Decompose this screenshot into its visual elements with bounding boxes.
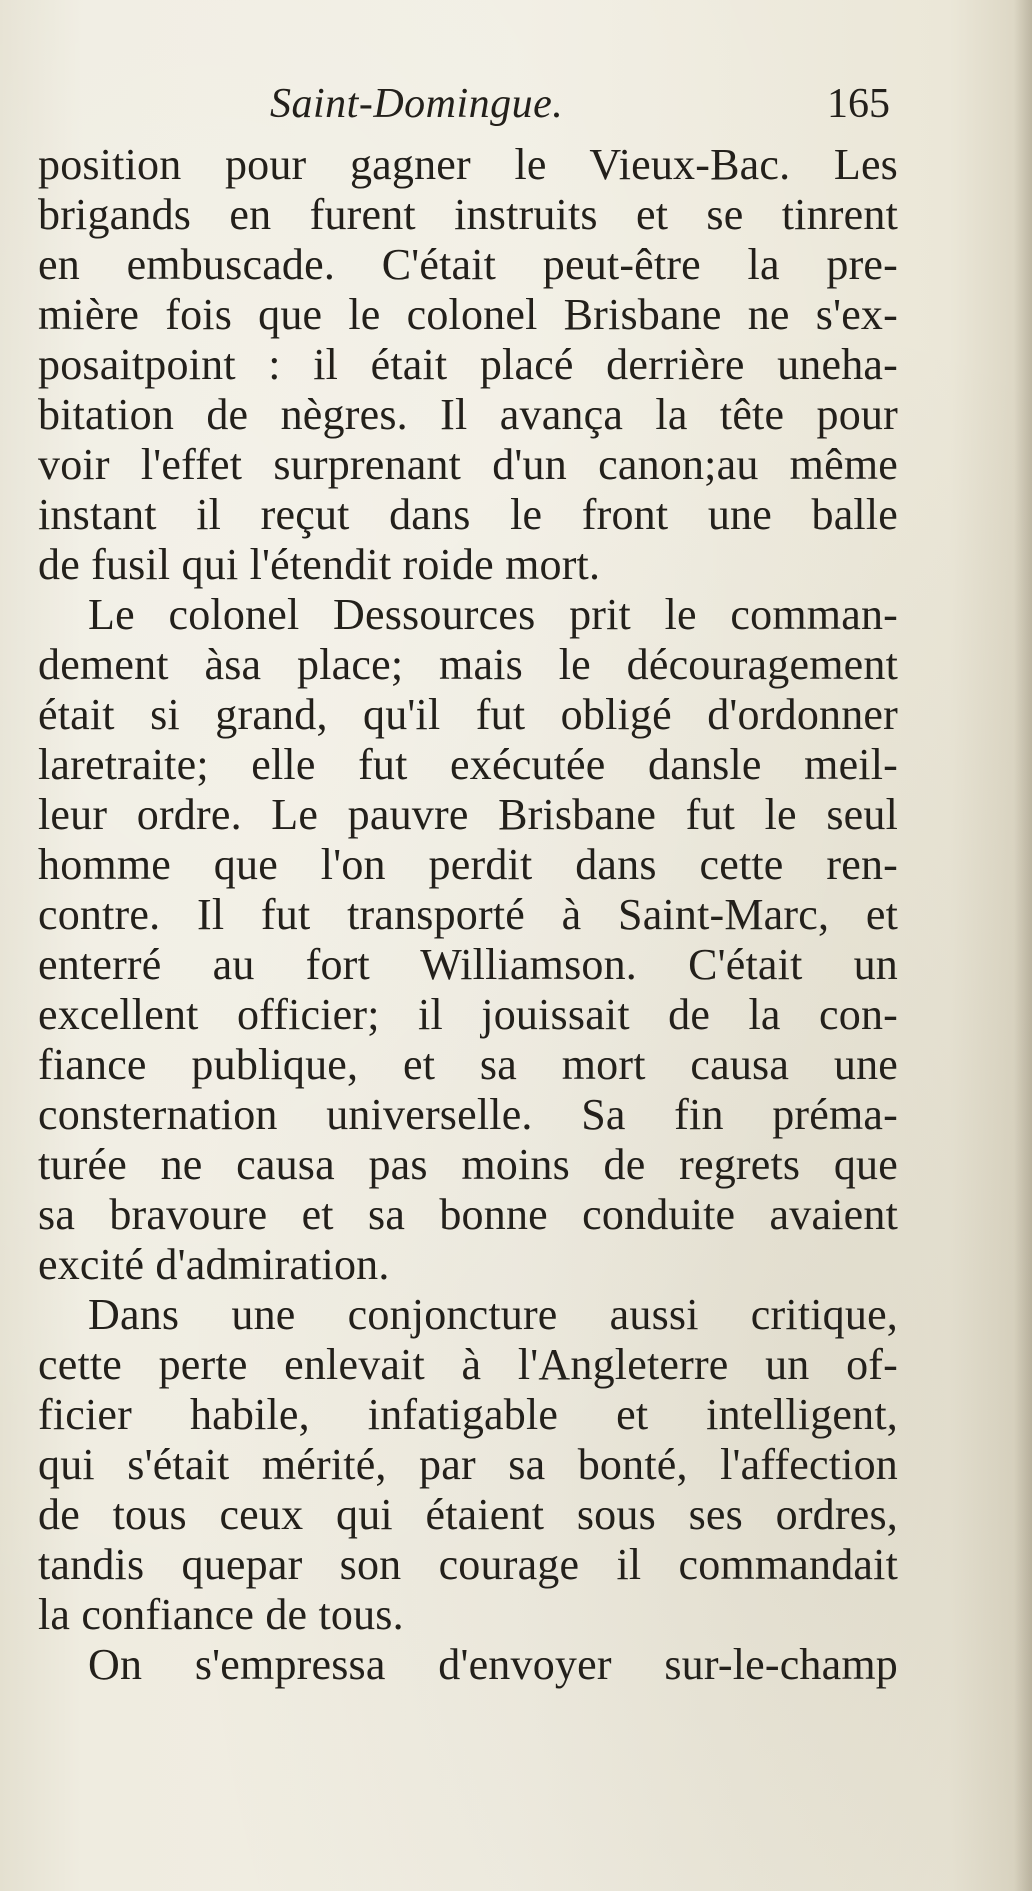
text-line: bitation de nègres. Il avança la tête pour: [38, 390, 898, 439]
text-line: dement àsa place; mais le découragement: [38, 640, 898, 689]
text-line: voir l'effet surprenant d'un canon;au même: [38, 440, 898, 489]
text-line: de tous ceux qui étaient sous ses ordres,: [38, 1490, 898, 1539]
body-text: [38, 140, 898, 1690]
running-head: [40, 80, 890, 140]
text-line: turée ne causa pas moins de regrets que: [38, 1140, 898, 1189]
text-line: leur ordre. Le pauvre Brisbane fut le seul: [38, 790, 898, 839]
text-line: consternation universelle. Sa fin préma-: [38, 1090, 898, 1139]
text-line: ficier habile, infatigable et intelligent,: [38, 1390, 898, 1439]
text-line: Le colonel Dessources prit le comman-: [88, 590, 898, 639]
text-line: position pour gagner le Vieux-Bac. Les: [38, 140, 898, 189]
running-head-title: Saint-Domingue.: [270, 81, 564, 127]
text-line: contre. Il fut transporté à Saint-Marc, et: [38, 890, 898, 939]
text-line: sa bravoure et sa bonne conduite avaient: [38, 1190, 898, 1239]
text-line: tandis quepar son courage il commandait: [38, 1540, 898, 1589]
text-line: brigands en furent instruits et se tinrent: [38, 190, 898, 239]
text-line: excellent officier; il jouissait de la con-: [38, 990, 898, 1039]
text-line: On s'empressa d'envoyer sur-le-champ: [88, 1640, 898, 1689]
text-line: cette perte enlevait à l'Angleterre un of-: [38, 1340, 898, 1389]
text-line: mière fois que le colonel Brisbane ne s'ex-: [38, 290, 898, 339]
text-line: laretraite; elle fut exécutée dansle meil-: [38, 740, 898, 789]
text-line: posaitpoint : il était placé derrière uneha-: [38, 340, 898, 389]
text-line: qui s'était mérité, par sa bonté, l'affection: [38, 1440, 898, 1489]
text-line: de fusil qui l'étendit roide mort.: [38, 540, 601, 589]
text-line: excité d'admiration.: [38, 1240, 390, 1289]
page-edge-shadow: [1014, 0, 1032, 1891]
text-line: Dans une conjoncture aussi critique,: [88, 1290, 898, 1339]
text-line: en embuscade. C'était peut-être la pre-: [38, 240, 898, 289]
text-line: fiance publique, et sa mort causa une: [38, 1040, 898, 1089]
text-line: était si grand, qu'il fut obligé d'ordonner: [38, 690, 898, 739]
text-line: enterré au fort Williamson. C'était un: [38, 940, 898, 989]
text-line: la confiance de tous.: [38, 1590, 404, 1639]
page-number: 165: [827, 81, 890, 127]
text-line: homme que l'on perdit dans cette ren-: [38, 840, 898, 889]
text-line: instant il reçut dans le front une balle: [38, 490, 898, 539]
